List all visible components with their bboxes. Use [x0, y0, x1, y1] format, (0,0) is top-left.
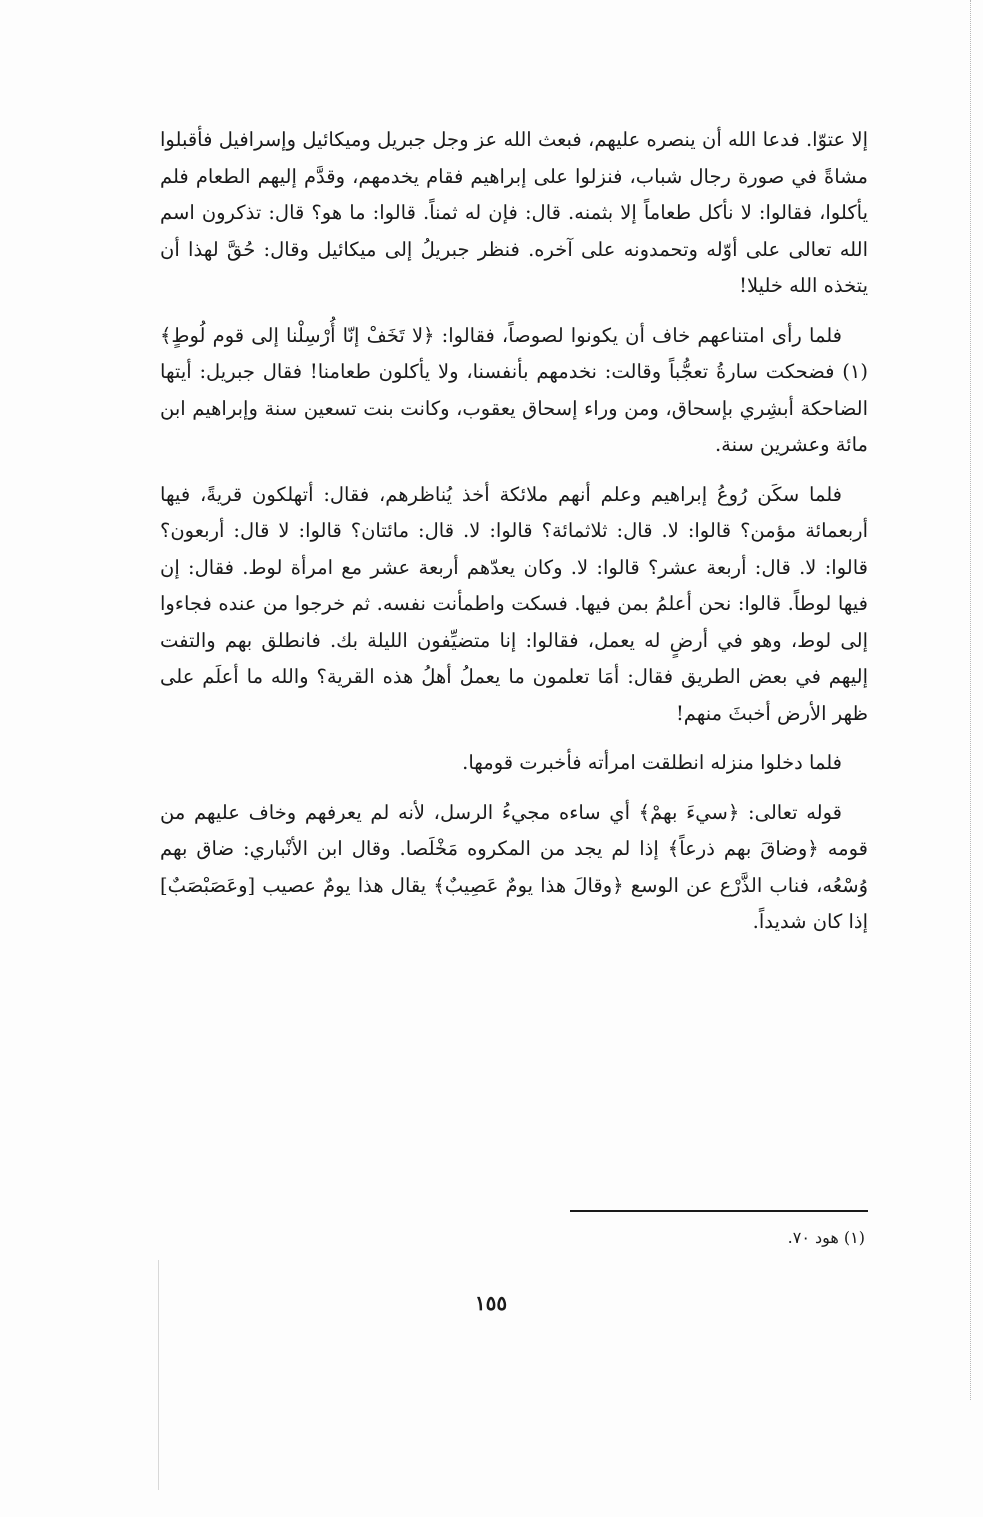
paragraph-1: إلا عتوّا. فدعا الله أن ينصره عليهم، فبعث الله عز وجل جبريل وميكائيل وإسرافيل فأقبلوا مشاةً في صورة رجال شباب، فنزلوا على إبراهيم فقام يخدمهم، وقدَّم إليهم الطعام فلم يأكلوا، فقالوا: لا نأكل طعاماً إلا بثمنه. قال: فإن له ثمناً. قالوا: ما هو؟ قال: تذكرون اسم الله تعالى على أوّله وتحمدونه على آخره. فنظر جبريلُ إلى ميكائيل وقال: حُقَّ لهذا أن يتخذه الله خليلا! [160, 128, 868, 297]
paragraph-4: فلما دخلوا منزله انطلقت امرأته فأخبرت قومها. [462, 751, 842, 774]
footnote: (١) هود ٧٠. [787, 1228, 865, 1247]
footnote-separator [570, 1210, 868, 1212]
page-number: ١٥٥ [474, 1291, 508, 1315]
paragraph-5: قوله تعالى: ﴿سيءَ بهمْ﴾ أي ساءه مجيءُ الرسل، لأنه لم يعرفهم وخاف عليهم من قومه ﴿وضاقَ بهم ذرعاً﴾ إذا لم يجد من المكروه مَخْلَصا. وقال ابن الأنْباري: ضاق بهم وُسْعُه، فناب الذَّرْع عن الوسع ﴿وقالَ هذا يومٌ عَصِيبٌ﴾ يقال هذا يومٌ عصيب [وعَصَبْصَبٌ] إذا كان شديداً. [160, 800, 868, 933]
scan-edge-line-lower [158, 1260, 160, 1490]
paragraph-2: فلما رأى امتناعهم خاف أن يكونوا لصوصاً، فقالوا: ﴿لا تَخَفْ إنّا أُرْسِلْنا إلى قوم لُوطٍ﴾ (١) فضحكت سارةُ تعجُّباً وقالت: نخدمهم بأنفسنا، ولا يأكلون طعامنا! فقال جبريل: أيتها الضاحكة أبشِري بإسحاق، ومن وراء إسحاق يعقوب، وكانت بنت تسعين سنة وإبراهيم ابن مائة وعشرين سنة. [160, 323, 868, 456]
scan-edge-line [970, 0, 972, 1400]
main-text-block [160, 122, 868, 954]
paragraph-3: فلما سكَن رُوعُ إبراهيم وعلم أنهم ملائكة أخذ يُناظرهم، فقال: أتهلكون قريةً، فيها أربعمائة مؤمن؟ قالوا: لا. قال: ثلاثمائة؟ قالوا: لا. قال: مائتان؟ قالوا: لا قال: أربعون؟ قالوا: لا. قال: أربعة عشر؟ قالوا: لا. وكان يعدّهم أربعة عشر مع امرأة لوط. فقال: إن فيها لوطاً. قالوا: نحن أعلمُ بمن فيها. فسكت واطمأنت نفسه. ثم خرجوا من عنده فجاءوا إلى لوط، وهو في أرضٍ له يعمل، فقالوا: إنا متضيِّفون الليلة بك. فانطلق بهم والتفت إليهم في بعض الطريق فقال: أمَا تعلمون ما يعملُ أهلُ هذه القرية؟ والله ما أعلَم على ظهر الأرض أخبثَ منهم! [160, 482, 869, 725]
